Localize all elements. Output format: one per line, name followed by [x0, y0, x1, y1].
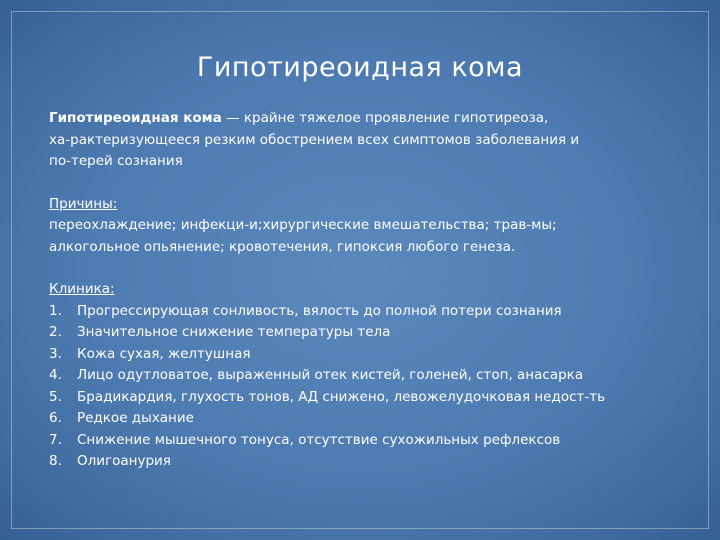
list-item-text: Лицо одутловатое, выраженный отек кистей, голеней, стоп, анасарка: [77, 367, 584, 383]
list-item-number: 5.: [49, 388, 62, 405]
list-item-number: 3.: [49, 345, 62, 362]
list-item: [49, 365, 679, 387]
clinic-section: [49, 279, 679, 473]
list-item: [49, 344, 679, 366]
causes-section: [49, 194, 679, 259]
list-item: [49, 430, 679, 452]
list-item: [49, 408, 679, 430]
list-item: [49, 451, 679, 473]
list-item-text: Значительное снижение температуры тела: [77, 324, 391, 340]
list-item-text: Кожа сухая, желтушная: [77, 345, 251, 362]
list-item-number: 2.: [49, 324, 62, 340]
clinic-heading: Клиника:: [49, 281, 115, 297]
causes-line1: переохлаждение; инфекци-и;хирургические вмешательства; трав-мы;: [49, 217, 557, 233]
slide-content: [49, 108, 679, 473]
list-item-number: 8.: [49, 453, 62, 469]
intro-text-line2: ха-рактеризующееся резким обострением всех симптомов заболевания и: [49, 131, 580, 148]
list-item-text: Прогрессирующая сонливость, вялость до полной потери сознания: [77, 302, 562, 319]
causes-line2: алкогольное опьянение; кровотечения, гипоксия любого генеза.: [49, 238, 516, 255]
causes-heading: Причины:: [49, 195, 118, 212]
intro-text-line1: — крайне тяжелое проявление гипотиреоза,: [221, 110, 549, 126]
slide-title: Гипотиреоидная кома: [196, 52, 524, 83]
list-item-text: Редкое дыхание: [77, 410, 194, 426]
list-item: [49, 301, 679, 323]
intro-text-line3: по-терей сознания: [49, 153, 183, 169]
list-item-text: Брадикардия, глухость тонов, АД снижено, левожелудочковая недост-ть: [77, 388, 606, 405]
list-item-number: 4.: [49, 367, 62, 383]
clinic-list: [49, 301, 679, 473]
list-item: [49, 322, 679, 344]
list-item-text: Снижение мышечного тонуса, отсутствие сухожильных рефлексов: [77, 431, 561, 448]
intro-paragraph: [49, 108, 679, 173]
list-item-number: 1.: [49, 302, 62, 319]
list-item-text: Олигоанурия: [77, 453, 171, 469]
list-item-number: 6.: [49, 410, 62, 426]
intro-term: Гипотиреоидная кома: [49, 110, 222, 126]
list-item-number: 7.: [49, 431, 62, 448]
list-item: [49, 387, 679, 409]
